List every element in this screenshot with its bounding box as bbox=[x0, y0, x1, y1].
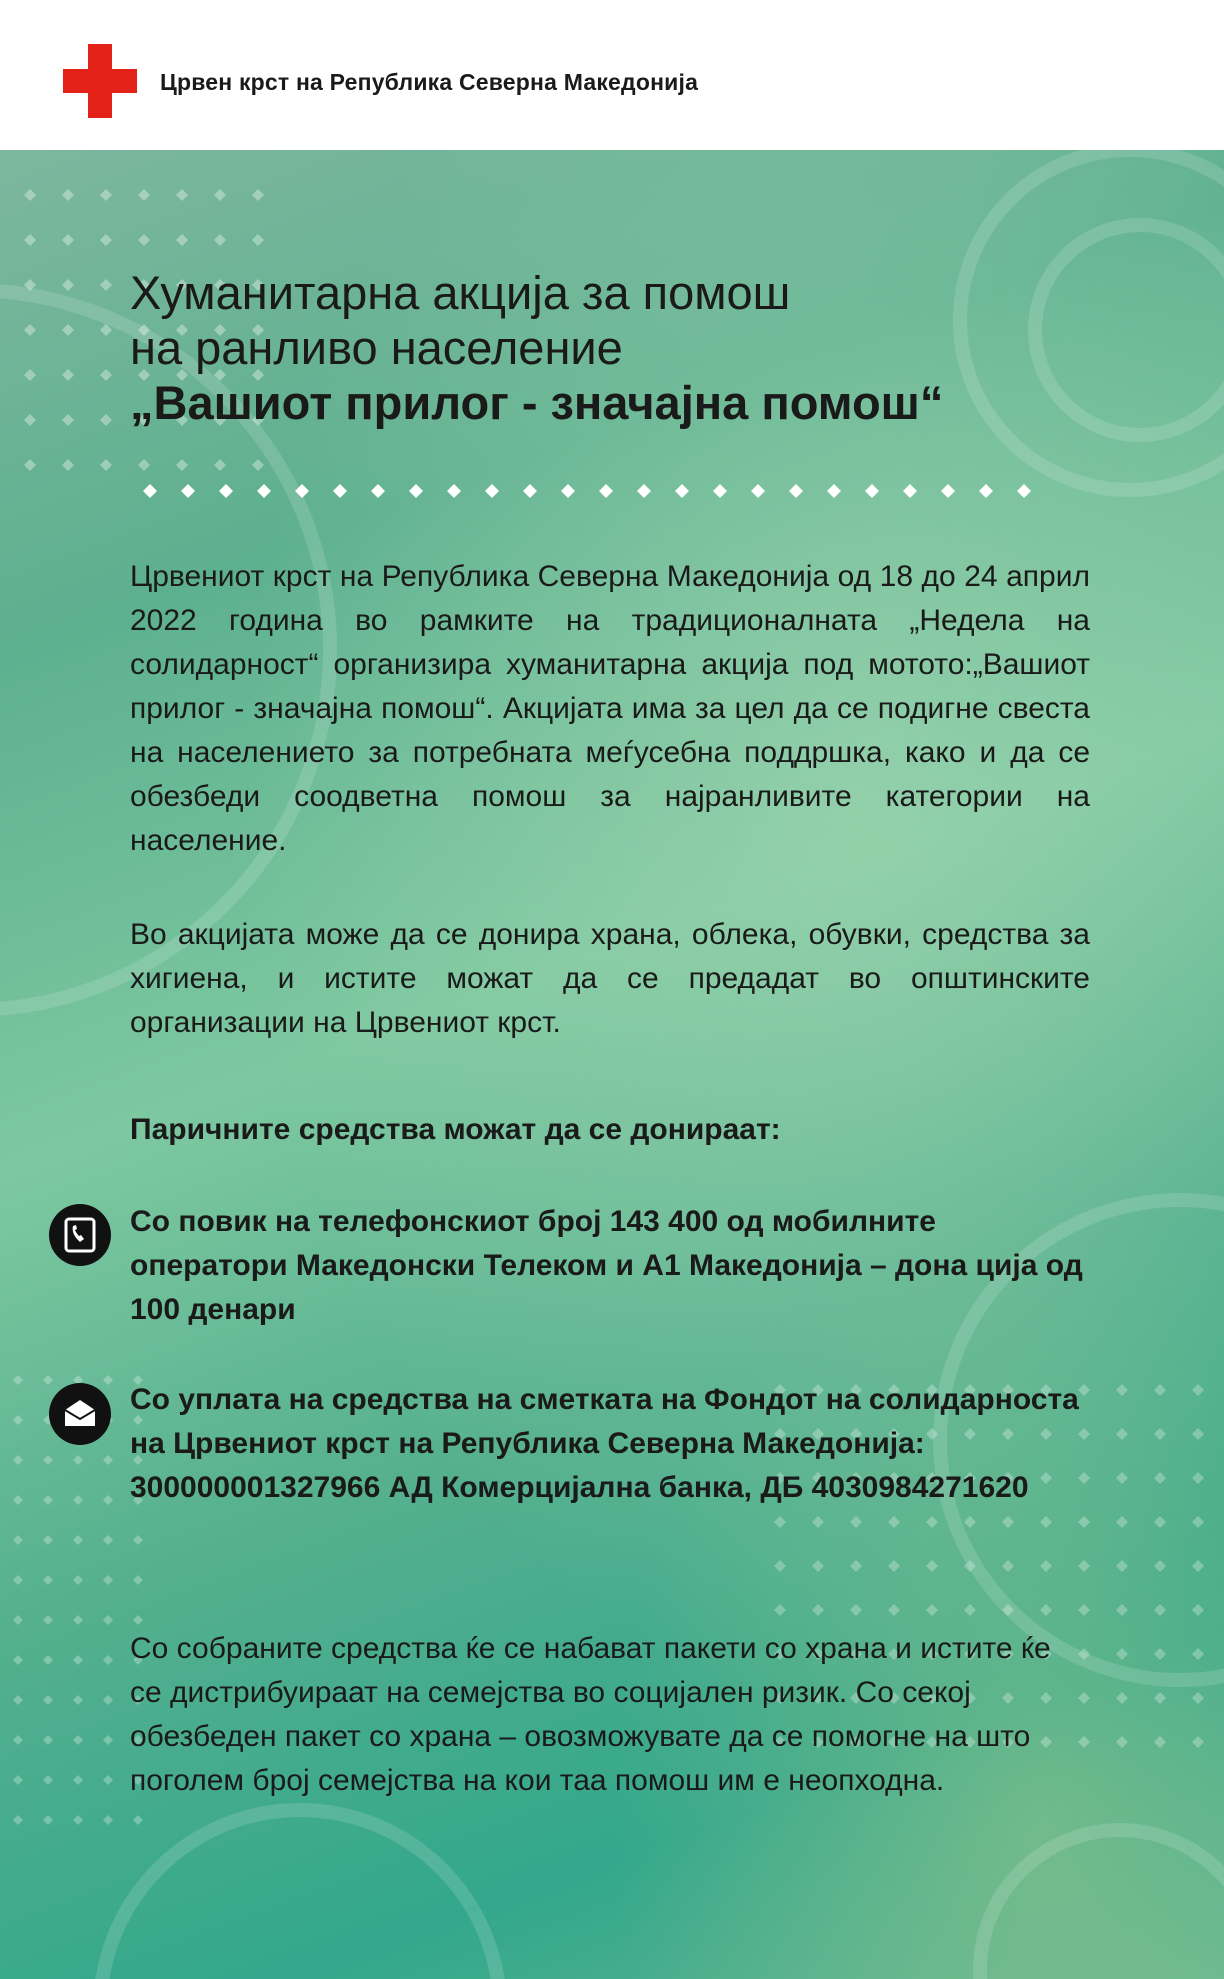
money-donation-heading: Паричните средства можат да се донираат: bbox=[130, 1113, 781, 1146]
phone-donation-item: Со повик на телефонскиот број 143 400 од мобилните оператори Македонски Телеком и А1 Македонија – дона ција од 100 денари bbox=[130, 1205, 1083, 1326]
envelope-icon bbox=[49, 1383, 111, 1445]
poster-title bbox=[130, 265, 1130, 430]
title-slogan: „Вашиот прилог - значајна помош“ bbox=[130, 376, 944, 429]
bank-donation-item: Со уплата на средства на сметката на Фондот на солидарноста на Црвениот крст на Република Северна Македонија: 300000001327966 АД Комерцијална банка, ДБ 4030984271620 bbox=[130, 1383, 1079, 1504]
header bbox=[0, 0, 1224, 150]
title-line-2: на ранливо население bbox=[130, 321, 623, 374]
poster bbox=[0, 150, 1224, 1979]
phone-icon bbox=[49, 1204, 111, 1266]
title-line-1: Хуманитарна акција за помош bbox=[130, 266, 791, 319]
donation-items-paragraph: Во акцијата може да се донира храна, облека, обувки, средства за хигиена, и истите можат да се предадат во општинските организации на Црвениот крст. bbox=[130, 918, 1090, 1039]
red-cross-logo bbox=[63, 44, 137, 118]
closing-paragraph: Со собраните средства ќе се набават пакети со храна и истите ќе се дистрибуираат на семејства во социјален ризик. Со секој обезбеден пакет со храна – овозможувате да се помогне на што поголем број семејства на кои таа помош им е неопходна. bbox=[130, 1632, 1051, 1797]
intro-paragraph: Црвениот крст на Република Северна Македонија од 18 до 24 април 2022 година во рамките на традиционалната „Недела на солидарност“ организира хуманитарна акција под мотото:„Вашиот прилог - значајна помош“. Акцијата има за цел да се подигне свеста на населението за потребната меѓусебна поддршка, како и да се обезбеди соодветна помош за најранливите категории на население. bbox=[130, 560, 1090, 857]
organization-name: Црвен крст на Република Северна Македонија bbox=[160, 69, 699, 95]
